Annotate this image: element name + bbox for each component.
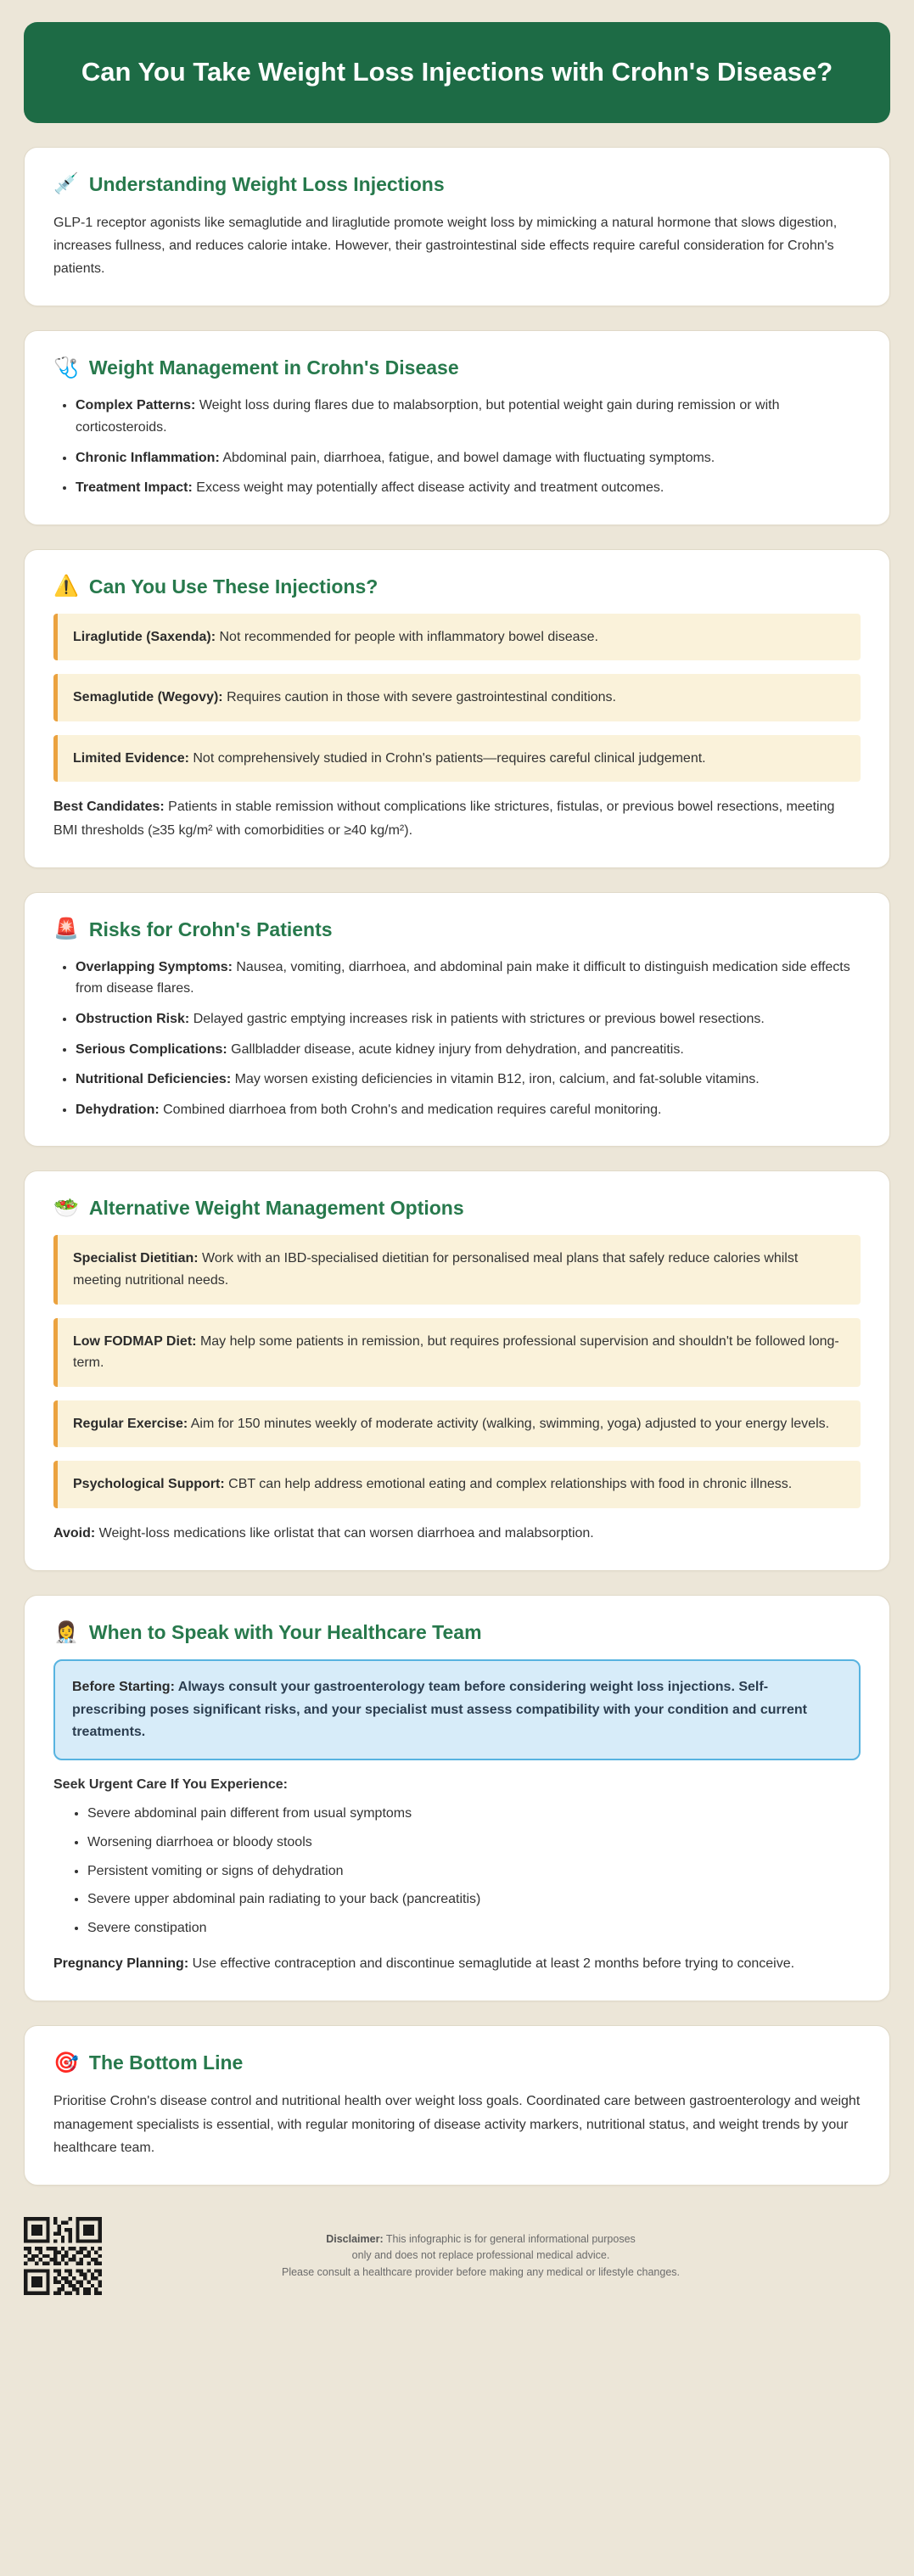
- highlight-box-psychological: [53, 1461, 861, 1508]
- list-item: [76, 477, 861, 499]
- bullet-label: Complex Patterns:: [76, 398, 196, 413]
- disclaimer-line: Please consult a healthcare provider before making any medical or lifestyle changes.: [281, 2265, 680, 2278]
- highlight-box-exercise: [53, 1400, 861, 1448]
- warning-icon: ⚠️: [53, 575, 79, 598]
- list-item: • Severe upper abdominal pain radiating to your back (pancreatitis): [87, 1889, 861, 1911]
- list-item: • Persistent vomiting or signs of dehydration: [87, 1860, 861, 1883]
- best-candidates-paragraph: [53, 795, 861, 841]
- health-worker-icon: 👩‍⚕️: [53, 1620, 79, 1644]
- avoid-text: Weight-loss medications like orlistat that can worsen diarrhoea and malabsorption.: [98, 1525, 594, 1541]
- avoid-paragraph: [53, 1522, 861, 1545]
- footer: [24, 2209, 890, 2303]
- highlight-label: Psychological Support:: [73, 1477, 225, 1492]
- bullet-label: Serious Complications:: [76, 1041, 227, 1057]
- bullet-text: Excess weight may potentially affect disease activity and treatment outcomes.: [196, 480, 664, 496]
- section-bottom-line: [24, 2025, 890, 2186]
- syringe-icon: 💉: [53, 172, 79, 196]
- section-alternatives: [24, 1170, 890, 1571]
- risks-bullet-list: [53, 957, 861, 1121]
- bullet-label: Obstruction Risk:: [76, 1012, 190, 1027]
- list-item: [76, 447, 861, 469]
- bullet-text: Nausea, vomiting, diarrhoea, and abdominal pain make it difficult to distinguish medication side effects from disease flares.: [76, 959, 850, 996]
- bullet-text: May worsen existing deficiencies in vitamin B12, iron, calcium, and fat-soluble vitamins.: [234, 1072, 760, 1087]
- list-item: [76, 395, 861, 438]
- target-icon: 🎯: [53, 2051, 79, 2074]
- management-bullet-list: [53, 395, 861, 498]
- highlight-text: Requires caution in those with severe gastrointestinal conditions.: [227, 690, 616, 705]
- list-item: [76, 1069, 861, 1091]
- highlight-text: Aim for 150 minutes weekly of moderate activity (walking, swimming, yoga) adjusted to your energy levels.: [190, 1416, 830, 1431]
- bullet-label: Dehydration:: [76, 1102, 160, 1117]
- salad-icon: 🥗: [53, 1196, 79, 1220]
- section-title: Risks for Crohn's Patients: [88, 918, 333, 940]
- bullet-text: Combined diarrhoea from both Crohn's and medication requires careful monitoring.: [163, 1102, 662, 1117]
- bullet-label: Overlapping Symptoms:: [76, 959, 233, 974]
- section-title: Weight Management in Crohn's Disease: [88, 356, 459, 379]
- list-item: [76, 957, 861, 1000]
- section-healthcare-team-heading: [53, 1621, 861, 1644]
- section-risks-heading: [53, 918, 861, 941]
- section-alternatives-heading: [53, 1197, 861, 1220]
- bullet-label: Nutritional Deficiencies:: [76, 1072, 232, 1087]
- section-body-text: GLP-1 receptor agonists like semaglutide and liraglutide promote weight loss by mimicking a natural hormone that slows digestion, increases fullness, and reduces calorie intake. However, their gastrointestinal side effects require careful consideration for Crohn's patients.: [53, 215, 838, 277]
- bullet-label: Chronic Inflammation:: [76, 450, 220, 465]
- stethoscope-icon: 🩺: [53, 356, 79, 379]
- highlight-text: May help some patients in remission, but requires professional supervision and shouldn't be followed long-term.: [73, 1333, 839, 1371]
- urgent-care-heading: Seek Urgent Care If You Experience:: [53, 1777, 288, 1793]
- highlight-box-dietitian: [53, 1235, 861, 1304]
- avoid-label: Avoid:: [53, 1525, 96, 1541]
- highlight-box-limited-evidence: [53, 735, 861, 783]
- list-item: • Severe abdominal pain different from usual symptoms: [87, 1803, 861, 1825]
- section-understanding-heading: [53, 173, 861, 196]
- qr-code: [24, 2217, 102, 2295]
- section-risks: [24, 892, 890, 1148]
- highlight-text: Not recommended for people with inflammatory bowel disease.: [219, 629, 598, 644]
- pregnancy-paragraph: [53, 1952, 861, 1975]
- bullet-text: Abdominal pain, diarrhoea, fatigue, and bowel damage with fluctuating symptoms.: [222, 450, 715, 465]
- before-starting-callout: [53, 1659, 861, 1760]
- section-title: Can You Use These Injections?: [88, 575, 378, 598]
- highlight-label: Regular Exercise:: [73, 1416, 188, 1431]
- alert-siren-icon: 🚨: [53, 918, 79, 941]
- bullet-label: Treatment Impact:: [76, 480, 193, 496]
- best-candidates-label: Best Candidates:: [53, 800, 165, 815]
- disclaimer-line: [122, 2231, 839, 2248]
- highlight-text: Work with an IBD-specialised dietitian for personalised meal plans that safely reduce calories whilst meeting nutritional needs.: [73, 1251, 799, 1288]
- list-item: [76, 1039, 861, 1061]
- highlight-text: CBT can help address emotional eating and complex relationships with food in chronic illness.: [228, 1477, 793, 1492]
- disclaimer-line: only and does not replace professional medical advice.: [351, 2249, 610, 2262]
- highlight-label: Limited Evidence:: [73, 750, 189, 766]
- section-title: Alternative Weight Management Options: [88, 1197, 464, 1220]
- disclaimer-label: Disclaimer:: [326, 2232, 384, 2245]
- section-title: Understanding Weight Loss Injections: [88, 172, 445, 195]
- disclaimer: [122, 2231, 890, 2281]
- highlight-box-liraglutide: [53, 614, 861, 661]
- callout-text: Always consult your gastroenterology team before considering weight loss injections. Self-prescribing poses significant risks, and your specialist must assess compatibility with your condition and current treatments.: [72, 1680, 807, 1739]
- list-item: [76, 1008, 861, 1030]
- section-understanding: [24, 147, 890, 307]
- list-item: • Worsening diarrhoea or bloody stools: [87, 1832, 861, 1854]
- section-injection-suitability: [24, 549, 890, 868]
- section-title: When to Speak with Your Healthcare Team: [88, 1621, 482, 1644]
- list-item: [76, 1099, 861, 1121]
- section-bottom-line-heading: [53, 2051, 861, 2074]
- highlight-label: Specialist Dietitian:: [73, 1251, 199, 1266]
- highlight-box-semaglutide: [53, 674, 861, 721]
- highlight-label: Semaglutide (Wegovy):: [73, 690, 223, 705]
- bullet-text: Delayed gastric emptying increases risk in patients with strictures or previous bowel resections.: [193, 1012, 765, 1027]
- section-healthcare-team: [24, 1595, 890, 2001]
- highlight-box-fodmap: [53, 1318, 861, 1387]
- pregnancy-text: Use effective contraception and discontinue semaglutide at least 2 months before trying to conceive.: [192, 1956, 795, 1972]
- section-injection-suitability-heading: [53, 575, 861, 598]
- list-item: • Severe constipation: [87, 1917, 861, 1939]
- best-candidates-text: Patients in stable remission without complications like strictures, fistulas, or previous bowel resections, meeting BMI thresholds (≥35 kg/m² with comorbidities or ≥40 kg/m²).: [53, 800, 835, 838]
- section-title: The Bottom Line: [88, 2051, 244, 2074]
- disclaimer-text: This infographic is for general informational purposes: [385, 2232, 636, 2245]
- bullet-text: Weight loss during flares due to malabsorption, but potential weight gain during remission or with corticosteroids.: [76, 398, 780, 435]
- callout-label: Before Starting:: [72, 1680, 175, 1695]
- header-banner: [24, 22, 890, 123]
- urgent-care-list: [53, 1803, 861, 1939]
- section-weight-management-heading: [53, 356, 861, 379]
- highlight-text: Not comprehensively studied in Crohn's patients—requires careful clinical judgement.: [193, 750, 706, 766]
- infographic-page: [24, 22, 890, 2303]
- section-weight-management: [24, 330, 890, 525]
- highlight-label: Low FODMAP Diet:: [73, 1333, 197, 1349]
- page-title: Can You Take Weight Loss Injections with Crohn's Disease?: [81, 57, 833, 87]
- bullet-text: Gallbladder disease, acute kidney injury from dehydration, and pancreatitis.: [231, 1041, 684, 1057]
- pregnancy-label: Pregnancy Planning:: [53, 1956, 189, 1972]
- section-body-text: Prioritise Crohn's disease control and nutritional health over weight loss goals. Coordinated care between gastroenterology and weight management specialists is essential, with regular monitoring of disease activity markers, nutritional status, and weight trends by your healthcare team.: [53, 2094, 861, 2155]
- highlight-label: Liraglutide (Saxenda):: [73, 629, 216, 644]
